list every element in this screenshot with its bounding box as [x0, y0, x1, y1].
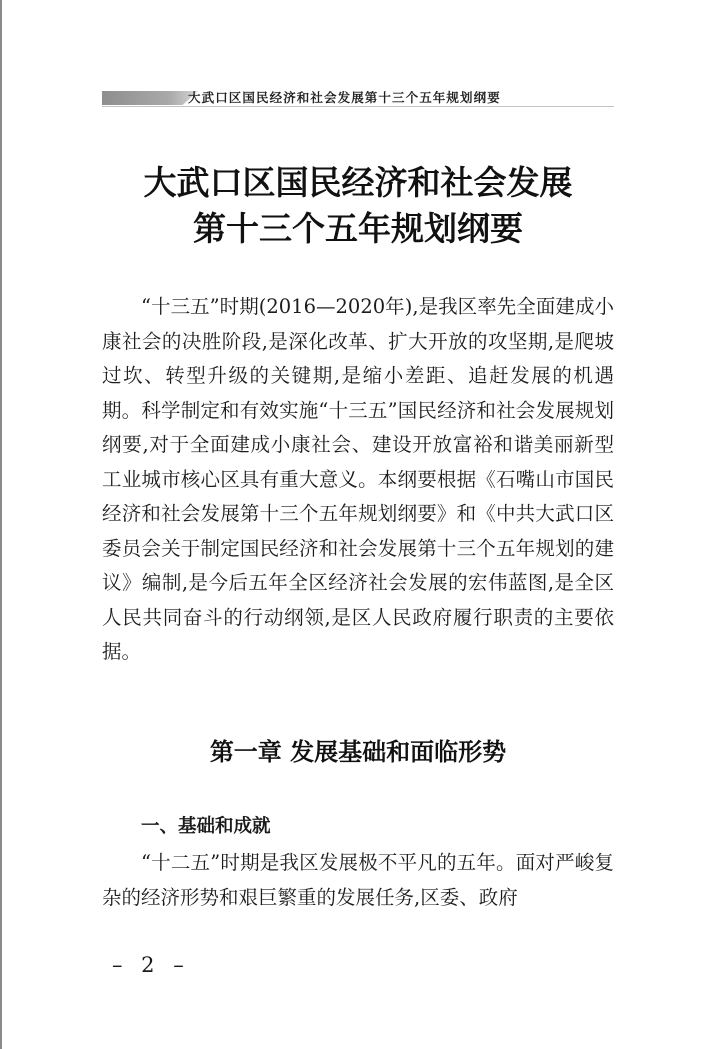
intro-paragraph: “十三五”时期(2016—2020年),是我区率先全面建成小康社会的决胜阶段,是深化改革、扩大开放的攻坚期,是爬坡过坎、转型升级的关键期,是缩小差距、追赶发展的机遇期。科学制定和有效实施“十三五”国民经济和社会发展规划纲要,对于全面建成小康社会、建设开放富裕和谐美丽新型工业城市核心区具有重大意义。本纲要根据《石嘴山市国民经济和社会发展第十三个五年规划纲要》和《中共大武口区委员会关于制定国民经济和社会发展第十三个五年规划的建议》编制,是今后五年全区经济社会发展的宏伟蓝图,是全区人民共同奋斗的行动纲领,是区人民政府履行职责的主要依据。 [102, 295, 614, 663]
running-header [102, 90, 614, 106]
chapter-heading: 第一章 发展基础和面临形势 [209, 738, 507, 766]
document-title [102, 160, 614, 252]
section-heading: 一、基础和成就 [141, 816, 271, 837]
document-title-line-2: 第十三个五年规划纲要 [193, 209, 523, 248]
header-decorative-bar [102, 91, 198, 105]
document-title-line-1: 大武口区国民经济和社会发展 [143, 163, 573, 202]
header-rule [102, 106, 614, 107]
page-number: – 2 – [112, 953, 190, 977]
section-paragraph: “十二五”时期是我区发展极不平凡的五年。面对严峻复杂的经济形势和艰巨繁重的发展任务,区委、政府 [102, 851, 614, 909]
page-left-border [0, 0, 2, 1049]
running-header-text: 大武口区国民经济和社会发展第十三个五年规划纲要 [188, 90, 501, 105]
